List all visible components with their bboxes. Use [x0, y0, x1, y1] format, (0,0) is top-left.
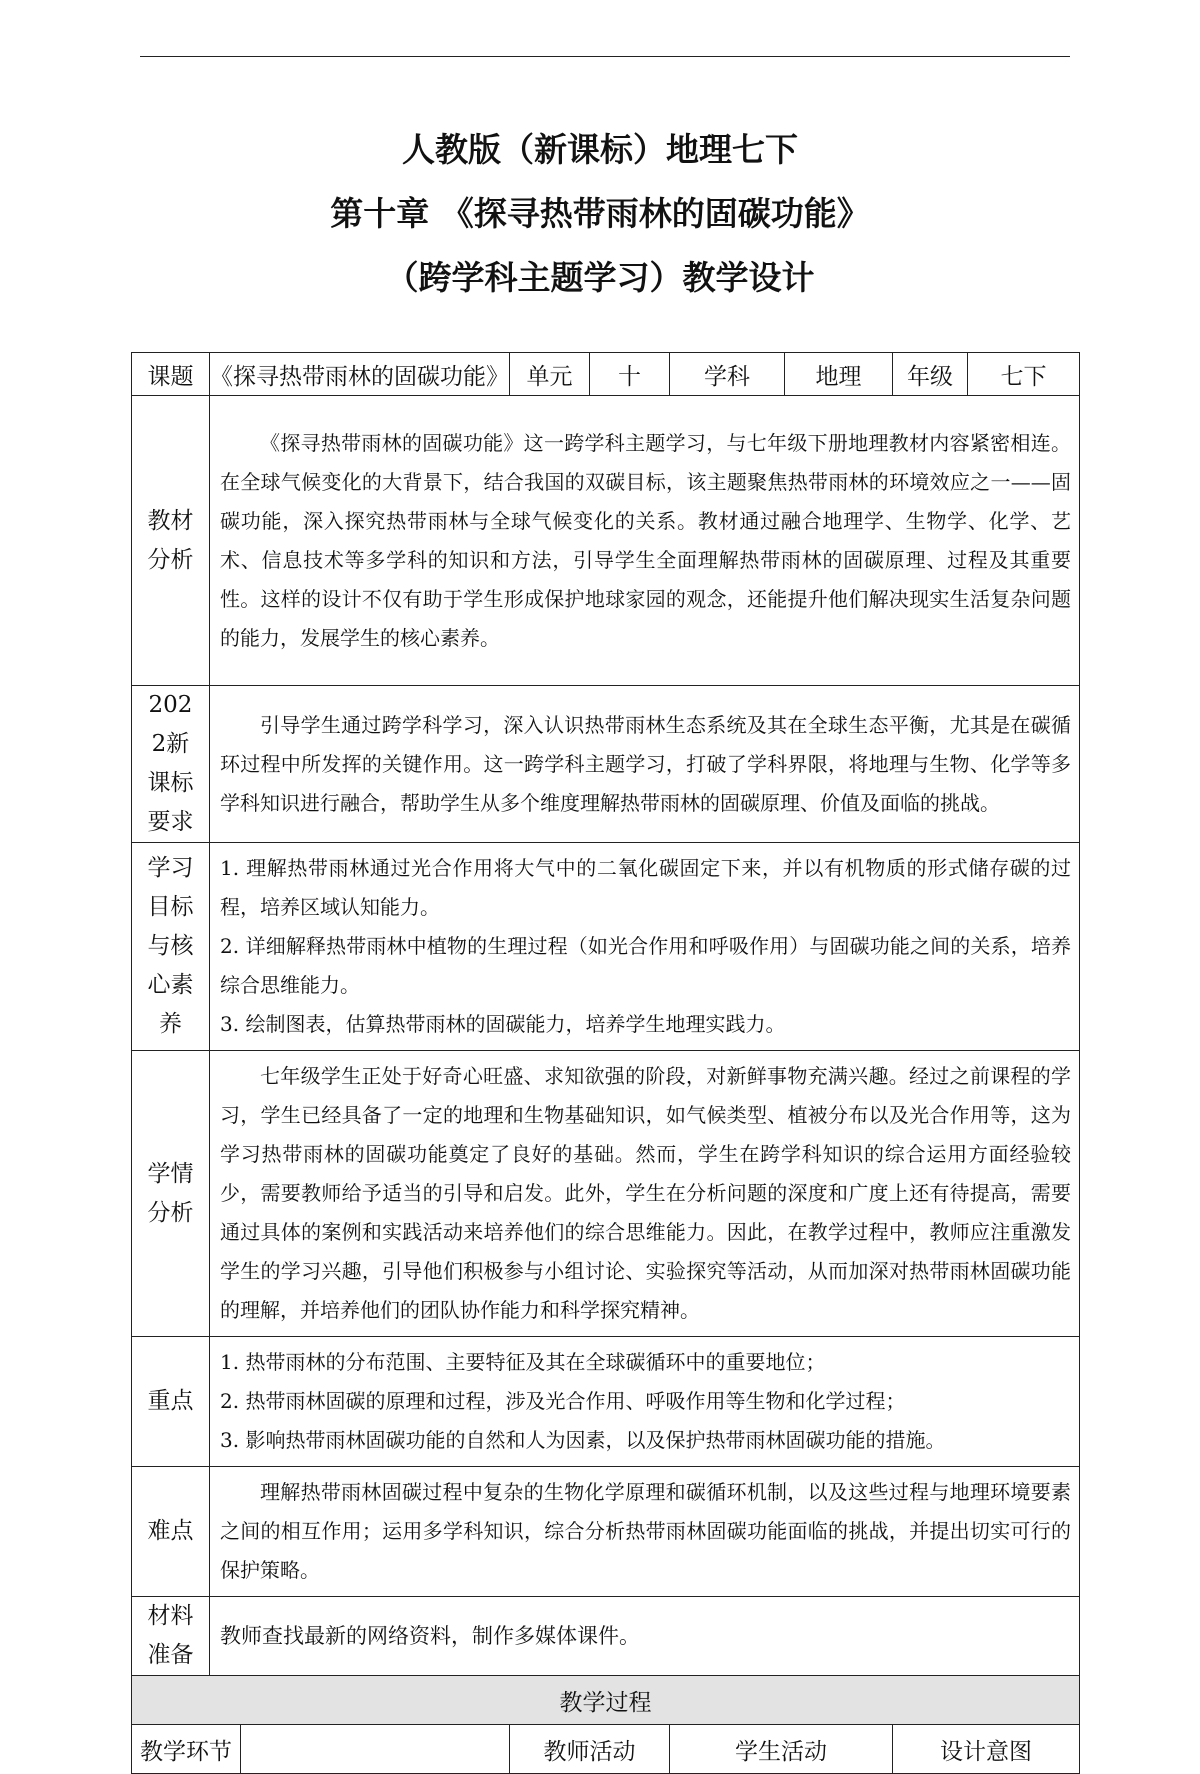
process-title-row: [132, 1676, 1080, 1725]
document-title: 人教版（新课标）地理七下: [402, 130, 798, 169]
process-title: 教学过程: [132, 1676, 1080, 1725]
col-phase: 教学环节: [132, 1725, 241, 1773]
col-teacher-label: 教师活动: [510, 1725, 670, 1774]
top-rule: [140, 56, 1070, 57]
curriculum-standard-row: [132, 686, 1080, 843]
chapter-title: 第十章 《探寻热带雨林的固碳功能》: [330, 194, 870, 233]
key-points-label: 重点: [132, 1337, 210, 1467]
col-intent: 设计意图: [893, 1725, 1080, 1774]
grade-label: 年级: [893, 353, 968, 396]
unit-label: 单元: [510, 353, 590, 396]
unit-value: 十: [590, 353, 670, 396]
design-subtitle: （跨学科主题学习）教学设计: [385, 258, 815, 297]
subject-label: 学科: [670, 353, 785, 396]
material-analysis-row: [132, 396, 1080, 686]
key-point-item: 3. 影响热带雨林固碳功能的自然和人为因素，以及保护热带雨林固碳功能的措施。: [220, 1428, 946, 1452]
objectives-row: [132, 843, 1080, 1051]
learner-analysis-row: [132, 1051, 1080, 1337]
objectives-label: 学习目标与核心素养: [132, 843, 210, 1051]
materials-row: [132, 1597, 1080, 1676]
col-student: 学生活动: [670, 1725, 893, 1774]
col-teacher: [241, 1725, 510, 1773]
objectives-list: [210, 843, 1080, 1051]
key-point-item: 1. 热带雨林的分布范围、主要特征及其在全球碳循环中的重要地位；: [220, 1350, 826, 1374]
learner-analysis-label: 学情分析: [132, 1051, 210, 1337]
topic-value: 《探寻热带雨林的固碳功能》: [210, 353, 510, 396]
topic-label: 课题: [132, 353, 210, 396]
curriculum-standard-text: 引导学生通过跨学科学习，深入认识热带雨林生态系统及其在全球生态平衡，尤其是在碳循环过程中所发挥的关键作用。这一跨学科主题学习，打破了学科界限，将地理与生物、化学等多学科知识进行融合，帮助学生从多个维度理解热带雨林的固碳原理、价值及面临的挑战。: [210, 686, 1080, 843]
key-point-item: 2. 热带雨林固碳的原理和过程，涉及光合作用、呼吸作用等生物和化学过程；: [220, 1389, 906, 1413]
key-points-list: [210, 1337, 1080, 1467]
learner-analysis-text: 七年级学生正处于好奇心旺盛、求知欲强的阶段，对新鲜事物充满兴趣。经过之前课程的学习，学生已经具备了一定的地理和生物基础知识，如气候类型、植被分布以及光合作用等，这为学习热带雨林的固碳功能奠定了良好的基础。然而，学生在跨学科知识的综合运用方面经验较少，需要教师给予适当的引导和启发。此外，学生在分析问题的深度和广度上还有待提高，需要通过具体的案例和实践活动来培养他们的综合思维能力。因此，在教学过程中，教师应注重激发学生的学习兴趣，引导他们积极参与小组讨论、实验探究等活动，从而加深对热带雨林固碳功能的理解，并培养他们的团队协作能力和科学探究精神。: [210, 1051, 1080, 1337]
material-analysis-text: 《探寻热带雨林的固碳功能》这一跨学科主题学习，与七年级下册地理教材内容紧密相连。在全球气候变化的大背景下，结合我国的双碳目标，该主题聚焦热带雨林的环境效应之一——固碳功能，深入探究热带雨林与全球气候变化的关系。教材通过融合地理学、生物学、化学、艺术、信息技术等多学科的知识和方法，引导学生全面理解热带雨林的固碳原理、过程及其重要性。这样的设计不仅有助于学生形成保护地球家园的观念，还能提升他们解决现实生活复杂问题的能力，发展学生的核心素养。: [210, 396, 1080, 686]
subject-value: 地理: [785, 353, 893, 396]
process-columns-row: [132, 1725, 1080, 1774]
objective-item: 3. 绘制图表，估算热带雨林的固碳能力，培养学生地理实践力。: [220, 1012, 786, 1036]
objective-item: 2. 详细解释热带雨林中植物的生理过程（如光合作用和呼吸作用）与固碳功能之间的关系，培养综合思维能力。: [220, 934, 1071, 997]
materials-label: 材料准备: [132, 1597, 210, 1676]
key-points-row: [132, 1337, 1080, 1467]
difficulties-row: [132, 1467, 1080, 1597]
difficulties-label: 难点: [132, 1467, 210, 1597]
curriculum-standard-label: 2022新课标要求: [132, 686, 210, 843]
difficulties-text: 理解热带雨林固碳过程中复杂的生物化学原理和碳循环机制，以及这些过程与地理环境要素之间的相互作用；运用多学科知识，综合分析热带雨林固碳功能面临的挑战，并提出切实可行的保护策略。: [210, 1467, 1080, 1597]
lesson-plan-table: [131, 352, 1080, 1774]
grade-value: 七下: [968, 353, 1080, 396]
header-row: [132, 353, 1080, 396]
materials-text: 教师查找最新的网络资料，制作多媒体课件。: [210, 1597, 1080, 1676]
objective-item: 1. 理解热带雨林通过光合作用将大气中的二氧化碳固定下来，并以有机物质的形式储存碳的过程，培养区域认知能力。: [220, 856, 1071, 919]
material-analysis-label: 教材分析: [132, 396, 210, 686]
